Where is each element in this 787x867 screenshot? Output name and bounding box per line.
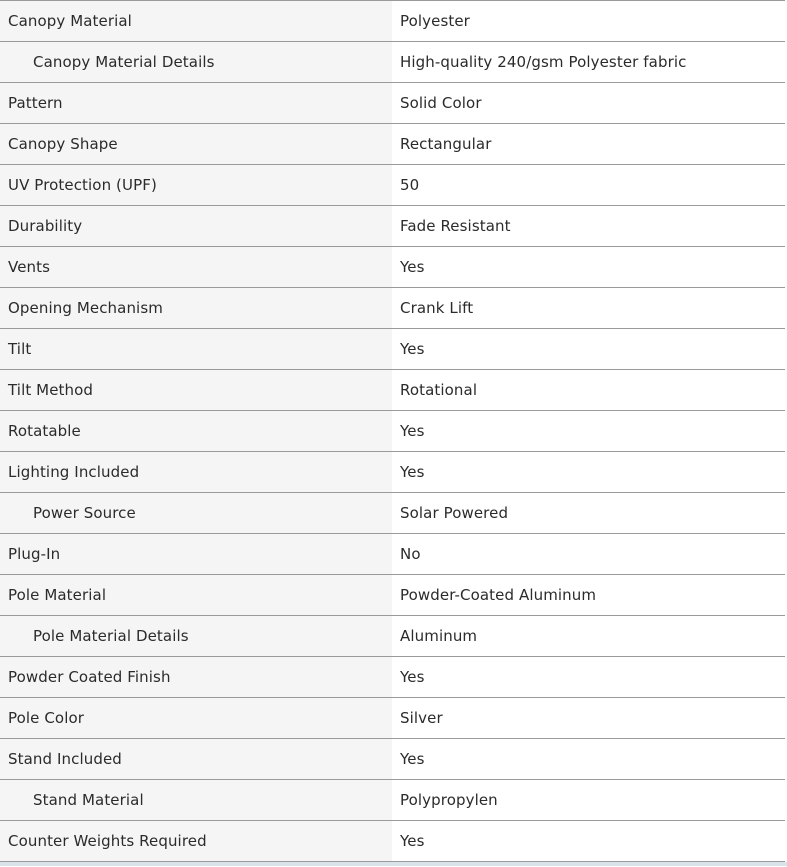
spec-value: Powder-Coated Aluminum: [392, 575, 785, 615]
spec-value: Aluminum: [392, 616, 785, 656]
spec-value: Solar Powered: [392, 493, 785, 533]
spec-value: Rotational: [392, 370, 785, 410]
bottom-divider: [0, 862, 787, 866]
spec-value: 50: [392, 165, 785, 205]
spec-label: Pole Material Details: [0, 616, 392, 656]
spec-row-canopy-shape: [0, 124, 785, 165]
spec-value: High-quality 240/gsm Polyester fabric: [392, 42, 785, 82]
spec-value: Polypropylen: [392, 780, 785, 820]
spec-label: Pattern: [0, 83, 392, 123]
spec-label: UV Protection (UPF): [0, 165, 392, 205]
spec-row-power-source: [0, 493, 785, 534]
spec-value: Solid Color: [392, 83, 785, 123]
spec-label: Canopy Shape: [0, 124, 392, 164]
spec-label: Plug-In: [0, 534, 392, 574]
spec-row-rotatable: [0, 411, 785, 452]
spec-value: Yes: [392, 411, 785, 451]
spec-label: Pole Material: [0, 575, 392, 615]
spec-value: Polyester: [392, 1, 785, 41]
spec-row-pole-material: [0, 575, 785, 616]
spec-row-pole-color: [0, 698, 785, 739]
spec-row-pole-material-details: [0, 616, 785, 657]
spec-label: Pole Color: [0, 698, 392, 738]
spec-row-canopy-material: [0, 1, 785, 42]
spec-row-tilt-method: [0, 370, 785, 411]
spec-row-counter-weights-required: [0, 821, 785, 862]
spec-row-tilt: [0, 329, 785, 370]
spec-row-stand-included: [0, 739, 785, 780]
spec-label: Stand Material: [0, 780, 392, 820]
spec-value: Yes: [392, 452, 785, 492]
spec-value: Yes: [392, 329, 785, 369]
spec-row-durability: [0, 206, 785, 247]
spec-value: Yes: [392, 821, 785, 861]
spec-label: Vents: [0, 247, 392, 287]
spec-row-powder-coated-finish: [0, 657, 785, 698]
spec-row-stand-material: [0, 780, 785, 821]
spec-value: Crank Lift: [392, 288, 785, 328]
spec-label: Lighting Included: [0, 452, 392, 492]
spec-row-opening-mechanism: [0, 288, 785, 329]
spec-label: Stand Included: [0, 739, 392, 779]
spec-value: Silver: [392, 698, 785, 738]
spec-row-lighting-included: [0, 452, 785, 493]
spec-label: Power Source: [0, 493, 392, 533]
spec-value: No: [392, 534, 785, 574]
spec-value: Fade Resistant: [392, 206, 785, 246]
spec-label: Durability: [0, 206, 392, 246]
spec-value: Rectangular: [392, 124, 785, 164]
spec-label: Rotatable: [0, 411, 392, 451]
spec-label: Powder Coated Finish: [0, 657, 392, 697]
spec-row-uv-protection: [0, 165, 785, 206]
spec-label: Canopy Material: [0, 1, 392, 41]
spec-row-plug-in: [0, 534, 785, 575]
spec-value: Yes: [392, 739, 785, 779]
spec-label: Counter Weights Required: [0, 821, 392, 861]
spec-value: Yes: [392, 657, 785, 697]
spec-label: Tilt: [0, 329, 392, 369]
spec-value: Yes: [392, 247, 785, 287]
spec-row-vents: [0, 247, 785, 288]
spec-label: Tilt Method: [0, 370, 392, 410]
spec-label: Opening Mechanism: [0, 288, 392, 328]
spec-label: Canopy Material Details: [0, 42, 392, 82]
spec-row-canopy-material-details: [0, 42, 785, 83]
spec-row-pattern: [0, 83, 785, 124]
